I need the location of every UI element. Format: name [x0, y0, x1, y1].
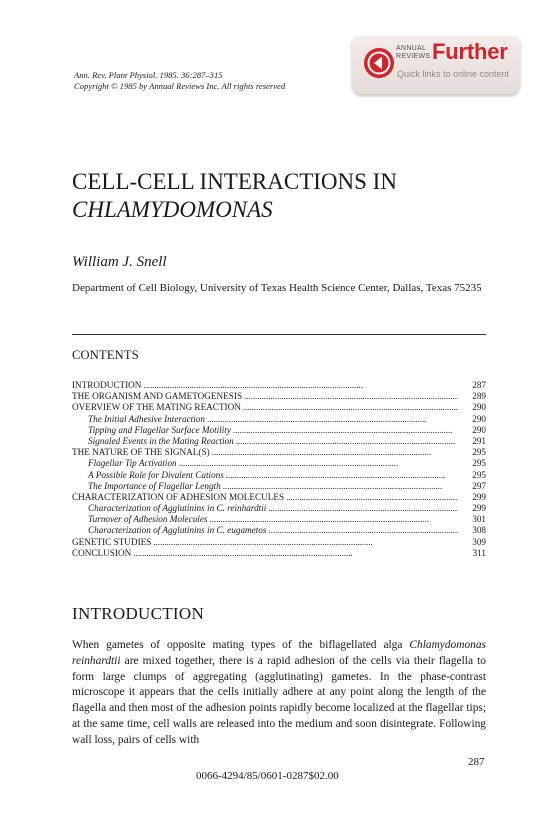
toc-leader-dots [236, 436, 458, 447]
toc-entry-page: 295 [472, 458, 486, 469]
toc-entry-label: A Possible Role for Divalent Cations [88, 469, 224, 480]
introduction-paragraph [72, 638, 486, 749]
toc-entry[interactable] [72, 425, 486, 436]
toc-entry-label: OVERVIEW OF THE MATING REACTION [72, 402, 241, 413]
toc-entry-page: 287 [472, 380, 486, 390]
badge-annual: ANNUAL [396, 45, 427, 52]
toc-entry-page: 290 [472, 402, 486, 413]
toc-entry-page: 290 [472, 413, 486, 424]
toc-entry[interactable] [72, 537, 486, 548]
toc-entry-page: 295 [472, 447, 486, 458]
toc-entry-page: 290 [472, 424, 486, 435]
toc-leader-dots [133, 548, 458, 559]
toc-entry[interactable] [72, 380, 486, 391]
toc-entry-page: 299 [472, 491, 486, 502]
toc-entry-label: Flagellar Tip Activation [88, 458, 177, 469]
toc-entry-page: 291 [472, 435, 486, 446]
toc-entry-page: 308 [472, 525, 486, 536]
title-line-1: CELL-CELL INTERACTIONS IN [72, 169, 397, 194]
badge-quick-links[interactable]: Quick links to online content [397, 69, 510, 79]
toc-leader-dots [143, 380, 458, 391]
annual-reviews-wordmark [396, 45, 430, 61]
toc-entry-label: INTRODUCTION [72, 380, 142, 390]
citation-copyright: Copyright © 1985 by Annual Reviews Inc. All rights reserved [74, 81, 286, 91]
toc-leader-dots [268, 503, 458, 514]
toc-entry-label: CONCLUSION [72, 547, 132, 558]
toc-leader-dots [153, 537, 458, 548]
toc-entry-page: 295 [472, 469, 486, 480]
toc-entry[interactable] [72, 548, 486, 559]
toc-leader-dots [243, 402, 458, 413]
author-name: William J. Snell [72, 254, 167, 270]
para-text-1: When gametes of opposite mating types of the biflagellated alga [72, 639, 410, 651]
footer-code: 0066-4294/85/0601-0287$02.00 [196, 770, 339, 782]
toc-entry-label: THE ORGANISM AND GAMETOGENESIS [72, 391, 243, 402]
toc-entry[interactable] [72, 525, 486, 536]
toc-entry-page: 297 [472, 480, 486, 491]
toc-entry[interactable] [72, 447, 486, 458]
toc-entry-label: The Initial Adhesive Interaction [88, 413, 205, 424]
citation [74, 70, 285, 92]
toc-entry-label: GENETIC STUDIES [72, 536, 152, 547]
toc-entry-label: THE NATURE OF THE SIGNAL(S) [72, 447, 210, 458]
toc-entry-page: 289 [472, 391, 486, 402]
toc-entry[interactable] [72, 391, 486, 402]
article-title [72, 168, 397, 224]
toc-entry-page: 301 [472, 514, 486, 525]
title-line-2: CHLAMYDOMONAS [72, 197, 273, 222]
further-badge[interactable] [352, 36, 520, 94]
toc-entry-page: 311 [472, 547, 486, 558]
toc-entry-label: The Importance of Flagellar Length [88, 480, 221, 491]
author-affiliation: Department of Cell Biology, University of Texas Health Science Center, Dallas, Texas 75235 [72, 282, 482, 294]
toc-entry-label: Signaled Events in the Mating Reaction [88, 435, 234, 446]
badge-reviews: REVIEWS [396, 53, 431, 60]
toc-entry[interactable] [72, 414, 486, 425]
toc-entry-label: CHARACTERIZATION OF ADHESION MOLECULES [72, 491, 285, 502]
toc-leader-dots [286, 492, 458, 503]
toc-leader-dots [207, 414, 458, 425]
play-arrow-icon [362, 46, 396, 80]
toc-entry[interactable] [72, 458, 486, 469]
toc-entry[interactable] [72, 514, 486, 525]
toc-leader-dots [268, 525, 458, 536]
toc-entry-label: Tipping and Flagellar Surface Motility [88, 424, 231, 435]
badge-further-label: Further [432, 39, 508, 64]
toc-leader-dots [210, 514, 458, 525]
citation-journal: Ann. Rev. Plant Physiol. 1985. 36:287–315 [74, 70, 223, 80]
introduction-heading: INTRODUCTION [72, 604, 205, 623]
toc-leader-dots [244, 391, 458, 402]
table-of-contents [72, 380, 486, 559]
toc-entry[interactable] [72, 402, 486, 413]
toc-entry-page: 309 [472, 536, 486, 547]
toc-entry-page: 299 [472, 503, 486, 514]
toc-leader-dots [233, 425, 458, 436]
contents-heading: CONTENTS [72, 348, 139, 362]
toc-leader-dots [179, 458, 458, 469]
toc-entry-label: Turnover of Adhesion Molecules [88, 514, 208, 525]
toc-leader-dots [226, 470, 458, 481]
toc-leader-dots [212, 447, 458, 458]
toc-entry-label: Characterization of Agglutinins in C. eugametos [88, 525, 267, 536]
divider-rule [72, 334, 486, 335]
toc-entry[interactable] [72, 503, 486, 514]
page-number: 287 [468, 756, 485, 768]
toc-leader-dots [223, 481, 458, 492]
toc-entry[interactable] [72, 470, 486, 481]
toc-entry[interactable] [72, 436, 486, 447]
para-text-2: are mixed together, there is a rapid adhesion of the cells via their flagella to form large clumps of aggregating (agglutinating) gametes. In the phase-contrast microscope it appears that the cells initially adhere at any point along the length of the flagella and then most of the adhesion points rapidly become localized at the flagellar tips; at the same time, cell walls are released into the medium and soon disintegrate. Following wall loss, pairs of cells with [72, 654, 486, 746]
toc-entry[interactable] [72, 481, 486, 492]
toc-entry[interactable] [72, 492, 486, 503]
toc-entry-label: Characterization of Agglutinins in C. reinhardtii [88, 503, 267, 514]
para-species-name: Chlamydomonas reinhardtii [72, 639, 486, 667]
